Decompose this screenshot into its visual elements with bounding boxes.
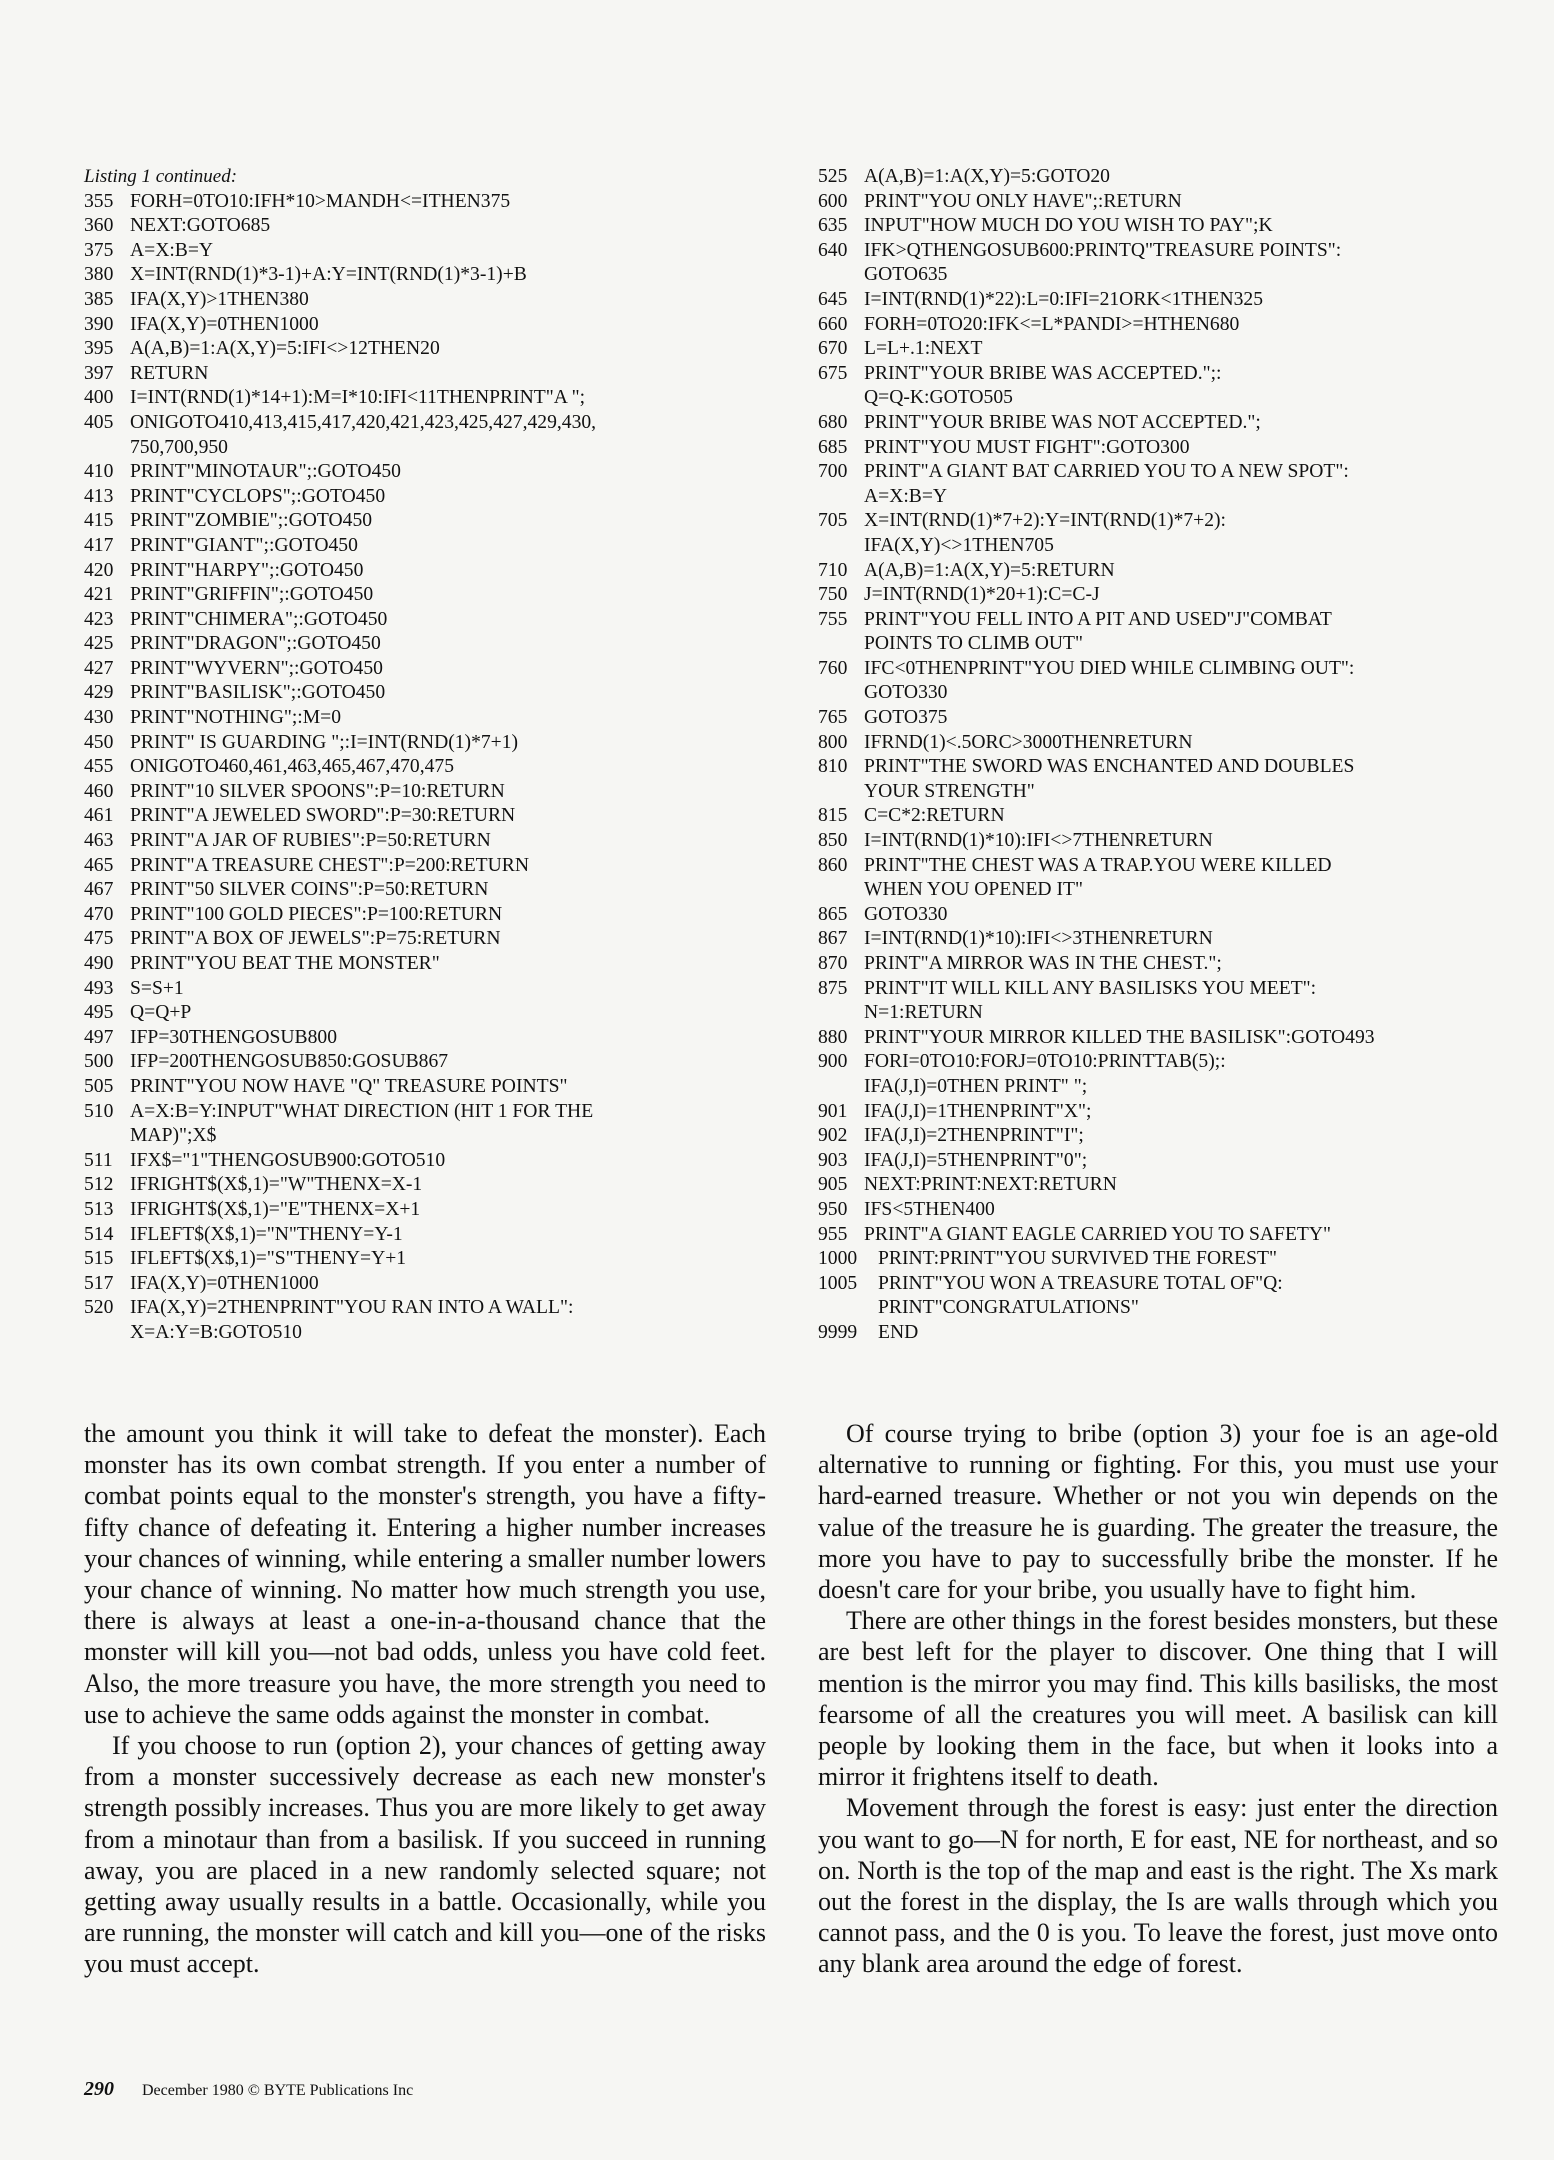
line-code: FORH=0TO20:IFK<=L*PANDI>=HTHEN680 (864, 313, 1240, 335)
code-line (84, 952, 724, 977)
code-line (818, 927, 1478, 952)
line-number: 497 (84, 1026, 114, 1048)
code-line (84, 263, 724, 288)
line-code: PRINT"THE SWORD WAS ENCHANTED AND DOUBLES YOUR STRENGTH" (864, 756, 1355, 802)
line-number: 455 (84, 756, 114, 778)
code-line (84, 534, 724, 559)
line-code: PRINT"BASILISK";:GOTO450 (130, 682, 386, 704)
line-code: IFRND(1)<.5ORC>3000THENRETURN (864, 731, 1193, 753)
footer-credit: December 1980 © BYTE Publications Inc (142, 2082, 414, 2099)
code-line (818, 1026, 1478, 1051)
line-code: PRINT"CYCLOPS";:GOTO450 (130, 485, 386, 507)
line-number: 880 (818, 1026, 848, 1048)
line-number: 425 (84, 633, 114, 655)
code-line (84, 411, 724, 460)
code-line (818, 1100, 1478, 1125)
code-line (818, 1173, 1478, 1198)
line-code: IFA(J,I)=2THENPRINT"I"; (864, 1125, 1084, 1147)
line-code: IFA(X,Y)=0THEN1000 (130, 1272, 319, 1294)
code-line (84, 313, 724, 338)
line-code: FORI=0TO10:FORJ=0TO10:PRINTTAB(5);: IFA(J,I)=0THEN PRINT" "; (864, 1051, 1226, 1097)
line-number: 700 (818, 461, 848, 483)
line-code: X=INT(RND(1)*7+2):Y=INT(RND(1)*7+2): IFA(X,Y)<>1THEN705 (864, 510, 1226, 556)
code-line (84, 1149, 724, 1174)
code-line (84, 1247, 724, 1272)
line-code: PRINT"CHIMERA";:GOTO450 (130, 608, 388, 630)
line-code: I=INT(RND(1)*10):IFI<>7THENRETURN (864, 830, 1213, 852)
line-code: PRINT"YOU ONLY HAVE";:RETURN (864, 190, 1182, 212)
line-code: NEXT:PRINT:NEXT:RETURN (864, 1174, 1117, 1196)
code-line (818, 436, 1478, 461)
code-line (818, 608, 1478, 657)
line-number: 860 (818, 854, 848, 876)
line-code: S=S+1 (130, 977, 184, 999)
code-line (818, 559, 1478, 584)
line-number: 510 (84, 1100, 114, 1122)
line-code: IFRIGHT$(X$,1)="E"THENX=X+1 (130, 1198, 421, 1220)
line-code: IFLEFT$(X$,1)="N"THENY=Y-1 (130, 1223, 403, 1245)
paragraph: the amount you think it will take to defeat the monster). Each monster has its own combat strength. If you enter a number of combat points equal to the monster's strength, you have a fifty-fifty chance of defeating it. Entering a higher number increases your chances of winning, while entering a smaller number lowers your chance of winning. No matter how much strength you use, there is always at least a one-in-a-thousand chance that the monster will kill you—not bad odds, unless you have cold feet. Also, the more treasure you have, the more strength you need to use to achieve the same odds against the monster in combat. (84, 1419, 766, 1729)
code-line (818, 583, 1478, 608)
line-code: IFA(J,I)=5THENPRINT"0"; (864, 1149, 1088, 1171)
line-number: 417 (84, 534, 114, 556)
line-number: 515 (84, 1248, 114, 1270)
code-line (818, 239, 1478, 288)
line-code: PRINT"DRAGON";:GOTO450 (130, 633, 381, 655)
line-number: 901 (818, 1100, 848, 1122)
code-line (84, 854, 724, 879)
line-number: 405 (84, 411, 114, 433)
line-number: 390 (84, 313, 114, 335)
code-line (84, 288, 724, 313)
line-code: PRINT"GIANT";:GOTO450 (130, 534, 358, 556)
code-line (84, 927, 724, 952)
line-code: INPUT"HOW MUCH DO YOU WISH TO PAY";K (864, 215, 1273, 237)
code-line (84, 977, 724, 1002)
code-line (84, 509, 724, 534)
code-line (818, 460, 1478, 509)
line-code: PRINT"A JEWELED SWORD":P=30:RETURN (130, 805, 516, 827)
line-code: PRINT:PRINT"YOU SURVIVED THE FOREST" (878, 1248, 1278, 1270)
line-code: X=INT(RND(1)*3-1)+A:Y=INT(RND(1)*3-1)+B (130, 264, 527, 286)
line-code: A=X:B=Y (130, 239, 214, 261)
line-number: 423 (84, 608, 114, 630)
line-number: 430 (84, 707, 114, 729)
line-code: IFP=30THENGOSUB800 (130, 1026, 338, 1048)
line-code: GOTO330 (864, 903, 948, 925)
line-number: 470 (84, 903, 114, 925)
code-line (818, 1321, 1478, 1346)
line-number: 410 (84, 461, 114, 483)
code-line (84, 337, 724, 362)
code-line (818, 214, 1478, 239)
line-code: IFS<5THEN400 (864, 1198, 995, 1220)
listing-right-column (818, 165, 1478, 1346)
line-number: 463 (84, 830, 114, 852)
line-code: ONIGOTO460,461,463,465,467,470,475 (130, 756, 455, 778)
line-code: PRINT"IT WILL KILL ANY BASILISKS YOU MEET": N=1:RETURN (864, 977, 1317, 1024)
line-number: 750 (818, 584, 848, 606)
line-code: Q=Q+P (130, 1002, 192, 1024)
line-code: PRINT"YOU FELL INTO A PIT AND USED"J"COMBAT POINTS TO CLIMB OUT" (864, 608, 1332, 655)
line-number: 900 (818, 1051, 848, 1073)
line-number: 400 (84, 387, 114, 409)
code-line (818, 1198, 1478, 1223)
code-line (818, 755, 1478, 804)
line-code: PRINT"50 SILVER COINS":P=50:RETURN (130, 879, 489, 901)
line-number: 461 (84, 805, 114, 827)
line-number: 385 (84, 288, 114, 310)
line-number: 495 (84, 1002, 114, 1024)
line-number: 867 (818, 928, 848, 950)
code-line (84, 608, 724, 633)
line-code: END (878, 1321, 919, 1343)
code-line (84, 1100, 724, 1149)
code-line (84, 559, 724, 584)
line-code: RETURN (130, 362, 209, 384)
article-left-column (84, 1418, 766, 1980)
listing-caption: Listing 1 continued: (84, 166, 238, 187)
code-line (818, 411, 1478, 436)
line-code: PRINT"ZOMBIE";:GOTO450 (130, 510, 373, 532)
code-line (818, 509, 1478, 558)
code-line (84, 681, 724, 706)
line-code: PRINT"YOU BEAT THE MONSTER" (130, 953, 440, 974)
line-number: 755 (818, 608, 848, 630)
line-number: 905 (818, 1174, 848, 1196)
line-number: 800 (818, 731, 848, 753)
code-line (84, 214, 724, 239)
listing-lines (84, 190, 724, 1346)
line-code: I=INT(RND(1)*22):L=0:IFI=21ORK<1THEN325 (864, 288, 1264, 310)
code-line (818, 804, 1478, 829)
line-number: 1005 (818, 1272, 858, 1294)
line-code: PRINT"A MIRROR WAS IN THE CHEST."; (864, 953, 1222, 974)
code-line (84, 386, 724, 411)
line-code: PRINT"YOU MUST FIGHT":GOTO300 (864, 436, 1190, 458)
code-line (84, 362, 724, 387)
line-number: 360 (84, 215, 114, 237)
line-number: 505 (84, 1075, 114, 1097)
line-number: 635 (818, 215, 848, 237)
code-line (84, 460, 724, 485)
line-code: PRINT"NOTHING";:M=0 (130, 707, 342, 729)
code-line (84, 731, 724, 756)
code-line (84, 657, 724, 682)
line-number: 815 (818, 805, 848, 827)
line-code: IFRIGHT$(X$,1)="W"THENX=X-1 (130, 1174, 423, 1196)
line-number: 429 (84, 682, 114, 704)
line-code: IFA(X,Y)>1THEN380 (130, 288, 309, 310)
line-code: ONIGOTO410,413,415,417,420,421,423,425,427,429,430, 750,700,950 (130, 411, 597, 458)
code-line (84, 804, 724, 829)
line-number: 660 (818, 313, 848, 335)
code-line (84, 1296, 724, 1345)
line-number: 415 (84, 510, 114, 532)
page-footer (84, 2078, 413, 2101)
line-code: I=INT(RND(1)*10):IFI<>3THENRETURN (864, 928, 1213, 950)
line-number: 380 (84, 264, 114, 286)
code-line (818, 313, 1478, 338)
line-number: 685 (818, 436, 848, 458)
line-number: 513 (84, 1198, 114, 1220)
line-number: 460 (84, 780, 114, 802)
line-code: PRINT"YOU WON A TREASURE TOTAL OF"Q: PRINT"CONGRATULATIONS" (878, 1272, 1283, 1319)
article-right-column (818, 1418, 1498, 1980)
line-number: 475 (84, 928, 114, 950)
line-number: 710 (818, 559, 848, 581)
line-code: IFA(X,Y)=0THEN1000 (130, 313, 319, 335)
line-code: L=L+.1:NEXT (864, 338, 983, 360)
line-number: 760 (818, 657, 848, 679)
code-line (84, 632, 724, 657)
code-line (84, 1050, 724, 1075)
line-number: 600 (818, 190, 848, 212)
line-code: NEXT:GOTO685 (130, 215, 271, 237)
line-number: 903 (818, 1149, 848, 1171)
line-code: PRINT"A BOX OF JEWELS":P=75:RETURN (130, 928, 501, 950)
line-number: 395 (84, 338, 114, 360)
line-code: IFP=200THENGOSUB850:GOSUB867 (130, 1051, 449, 1073)
line-code: PRINT"YOU NOW HAVE "Q" TREASURE POINTS" (130, 1075, 568, 1097)
line-code: PRINT"A TREASURE CHEST":P=200:RETURN (130, 854, 530, 876)
line-number: 525 (818, 166, 848, 187)
line-number: 680 (818, 411, 848, 433)
listing-lines (818, 165, 1478, 1346)
line-number: 875 (818, 977, 848, 999)
line-number: 427 (84, 657, 114, 679)
line-number: 397 (84, 362, 114, 384)
code-line (818, 829, 1478, 854)
line-code: PRINT"YOUR BRIBE WAS NOT ACCEPTED."; (864, 411, 1261, 433)
line-number: 850 (818, 830, 848, 852)
paragraph: There are other things in the forest besides monsters, but these are best left for the player to discover. One thing that I will mention is the mirror you may find. This kills basilisks, the most fearsome of all the creatures you will meet. A basilisk can kill people by looking them in the face, but when it looks into a mirror it frightens itself to death. (818, 1606, 1498, 1792)
line-code: IFK>QTHENGOSUB600:PRINTQ"TREASURE POINTS": GOTO635 (864, 239, 1342, 286)
line-number: 355 (84, 190, 114, 212)
code-line (818, 731, 1478, 756)
line-code: J=INT(RND(1)*20+1):C=C-J (864, 584, 1100, 606)
line-number: 810 (818, 756, 848, 778)
line-number: 467 (84, 879, 114, 901)
line-code: IFLEFT$(X$,1)="S"THENY=Y+1 (130, 1248, 407, 1270)
code-line (84, 583, 724, 608)
line-code: A(A,B)=1:A(X,Y)=5:RETURN (864, 559, 1115, 581)
line-code: IFA(X,Y)=2THENPRINT"YOU RAN INTO A WALL": X=A:Y=B:GOTO510 (130, 1297, 574, 1343)
line-number: 705 (818, 510, 848, 532)
line-code: PRINT"WYVERN";:GOTO450 (130, 657, 383, 679)
line-code: PRINT"HARPY";:GOTO450 (130, 559, 364, 581)
line-code: IFC<0THENPRINT"YOU DIED WHILE CLIMBING OUT": GOTO330 (864, 657, 1355, 704)
paragraph: Of course trying to bribe (option 3) your foe is an age-old alternative to running or fighting. For this, you must use your hard-earned treasure. Whether or not you win depends on the value of the treasure he is guarding. The greater the treasure, the more you have to pay to successfully bribe the monster. If he doesn't care for your bribe, you usually have to fight him. (818, 1419, 1498, 1605)
line-number: 421 (84, 584, 114, 606)
code-line (818, 337, 1478, 362)
code-line (84, 780, 724, 805)
code-line (84, 190, 724, 215)
line-number: 465 (84, 854, 114, 876)
code-line (818, 903, 1478, 928)
code-line (818, 952, 1478, 977)
line-code: FORH=0TO10:IFH*10>MANDH<=ITHEN375 (130, 190, 511, 212)
line-code: PRINT"YOUR MIRROR KILLED THE BASILISK":GOTO493 (864, 1026, 1375, 1048)
line-number: 645 (818, 288, 848, 310)
code-line (84, 706, 724, 731)
code-line (84, 1001, 724, 1026)
line-number: 955 (818, 1223, 848, 1245)
code-line (818, 1272, 1478, 1321)
code-line (818, 854, 1478, 903)
line-code: PRINT"100 GOLD PIECES":P=100:RETURN (130, 903, 503, 925)
code-line (84, 1026, 724, 1051)
line-number: 865 (818, 903, 848, 925)
line-code: PRINT"THE CHEST WAS A TRAP.YOU WERE KILLED WHEN YOU OPENED IT" (864, 854, 1332, 901)
line-code: GOTO375 (864, 707, 948, 729)
code-line (84, 1173, 724, 1198)
line-number: 514 (84, 1223, 114, 1245)
line-number: 490 (84, 953, 114, 974)
line-number: 670 (818, 338, 848, 360)
code-line (818, 362, 1478, 411)
line-code: IFX$="1"THENGOSUB900:GOTO510 (130, 1149, 446, 1171)
line-number: 517 (84, 1272, 114, 1294)
paragraph: Movement through the forest is easy: just enter the direction you want to go—N for north, E for east, NE for northeast, and so on. North is the top of the map and east is the right. The Xs mark out the forest in the display, the Is are walls through which you cannot pass, and the 0 is you. To leave the forest, just move onto any blank area around the edge of forest. (818, 1793, 1498, 1979)
line-number: 1000 (818, 1248, 858, 1270)
code-line (84, 1198, 724, 1223)
line-code: PRINT"A GIANT BAT CARRIED YOU TO A NEW SPOT": A=X:B=Y (864, 461, 1349, 507)
line-code: A(A,B)=1:A(X,Y)=5:GOTO20 (864, 166, 1110, 187)
line-code: PRINT"A JAR OF RUBIES":P=50:RETURN (130, 830, 491, 852)
line-code: PRINT"GRIFFIN";:GOTO450 (130, 584, 374, 606)
line-number: 520 (84, 1297, 114, 1319)
line-code: IFA(J,I)=1THENPRINT"X"; (864, 1100, 1092, 1122)
code-line (84, 1075, 724, 1100)
line-code: C=C*2:RETURN (864, 805, 1005, 827)
line-number: 375 (84, 239, 114, 261)
code-line (818, 1223, 1478, 1248)
code-line (84, 485, 724, 510)
line-code: PRINT"MINOTAUR";:GOTO450 (130, 461, 401, 483)
code-line (818, 1050, 1478, 1099)
code-line (818, 288, 1478, 313)
line-number: 413 (84, 485, 114, 507)
line-code: PRINT"10 SILVER SPOONS":P=10:RETURN (130, 780, 505, 802)
line-code: A=X:B=Y:INPUT"WHAT DIRECTION (HIT 1 FOR THE MAP)";X$ (130, 1100, 594, 1147)
code-line (818, 657, 1478, 706)
code-line (84, 1272, 724, 1297)
code-line (84, 755, 724, 780)
line-number: 511 (84, 1149, 113, 1171)
line-number: 902 (818, 1125, 848, 1147)
line-code: PRINT"A GIANT EAGLE CARRIED YOU TO SAFETY" (864, 1223, 1332, 1245)
line-code: A(A,B)=1:A(X,Y)=5:IFI<>12THEN20 (130, 338, 440, 360)
code-line (84, 1223, 724, 1248)
line-number: 765 (818, 707, 848, 729)
line-number: 950 (818, 1198, 848, 1220)
line-number: 675 (818, 362, 848, 384)
line-number: 493 (84, 977, 114, 999)
code-line (818, 1149, 1478, 1174)
code-line (818, 977, 1478, 1026)
line-number: 512 (84, 1174, 114, 1196)
code-line (818, 1124, 1478, 1149)
line-number: 870 (818, 953, 848, 974)
code-line (818, 1247, 1478, 1272)
line-code: PRINT"YOUR BRIBE WAS ACCEPTED.";: Q=Q-K:GOTO505 (864, 362, 1222, 409)
code-line (84, 903, 724, 928)
line-number: 500 (84, 1051, 114, 1073)
paragraph: If you choose to run (option 2), your chances of getting away from a monster successively decrease as each new monster's strength possibly increases. Thus you are more likely to get away from a minotaur than from a basilisk. If you succeed in running away, you are placed in a new randomly selected square; not getting away usually results in a battle. Occasionally, while you are running, the monster will catch and kill you—one of the risks you must accept. (84, 1731, 766, 1979)
line-code: I=INT(RND(1)*14+1):M=I*10:IFI<11THENPRINT"A "; (130, 387, 586, 409)
code-line (818, 190, 1478, 215)
page-number: 290 (84, 2078, 114, 2100)
line-number: 9999 (818, 1321, 858, 1343)
line-number: 450 (84, 731, 114, 753)
code-line (84, 829, 724, 854)
line-code: PRINT" IS GUARDING ";:I=INT(RND(1)*7+1) (130, 731, 519, 753)
code-line (84, 239, 724, 264)
code-line (84, 878, 724, 903)
code-line (818, 165, 1478, 190)
line-number: 640 (818, 239, 848, 261)
listing-left-column (84, 165, 724, 1346)
line-number: 420 (84, 559, 114, 581)
code-line (818, 706, 1478, 731)
